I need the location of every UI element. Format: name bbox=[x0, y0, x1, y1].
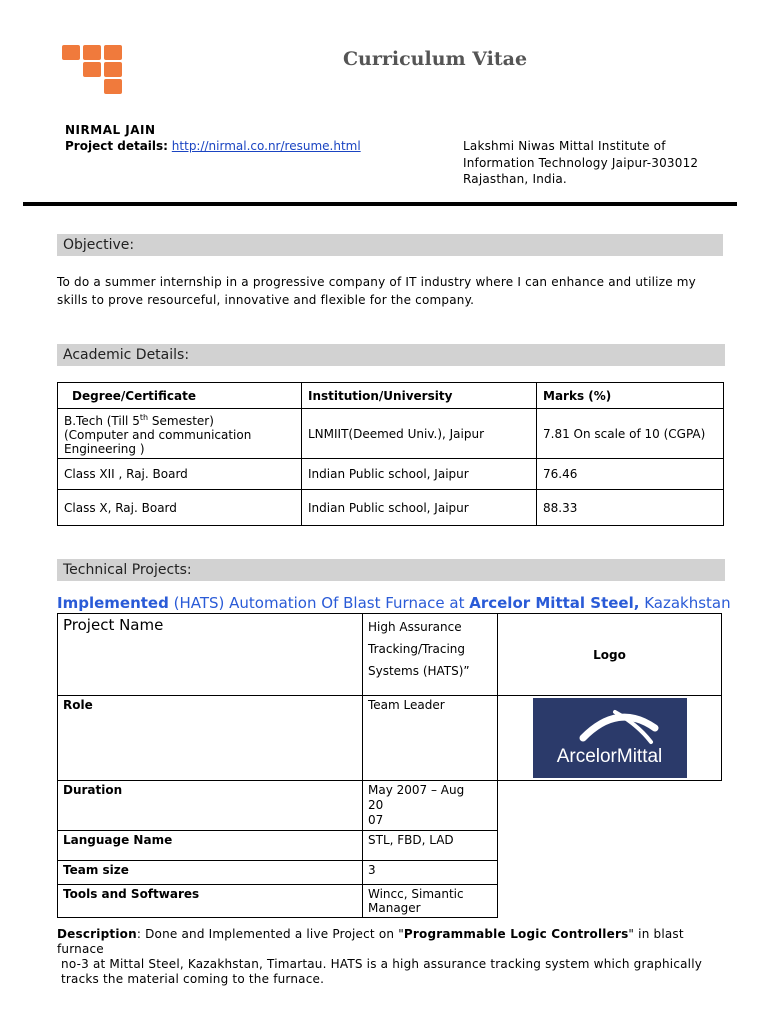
project-headline bbox=[57, 594, 731, 612]
table-cell: 88.33 bbox=[537, 490, 724, 526]
description-bold: Programmable Logic Controllers bbox=[403, 927, 629, 941]
objective-heading: Objective: bbox=[57, 234, 723, 256]
logo-label: Logo bbox=[498, 614, 722, 696]
degree-superscript: th bbox=[139, 413, 149, 422]
headline-text: Kazakhstan bbox=[639, 594, 731, 612]
institute-line: Rajasthan, India. bbox=[463, 172, 567, 186]
institute-address bbox=[463, 138, 698, 188]
tools-label: Tools and Softwares bbox=[58, 885, 363, 918]
table-row bbox=[58, 614, 722, 696]
headline-bold: Implemented bbox=[57, 594, 169, 612]
description-text: " in blast furnace bbox=[57, 927, 684, 956]
table-row bbox=[58, 696, 722, 781]
project-details-label: Project details: bbox=[65, 139, 168, 153]
table-row bbox=[58, 831, 722, 861]
project-name-label: Project Name bbox=[58, 614, 363, 696]
description-label: Description bbox=[57, 927, 137, 941]
empty-cell bbox=[498, 781, 722, 831]
description-line: no-3 at Mittal Steel, Kazakhstan, Timartau. HATS is a high assurance tracking system which graphically bbox=[57, 957, 703, 971]
degree-text: (Computer and communication Engineering ) bbox=[64, 428, 252, 456]
header-divider bbox=[23, 202, 737, 206]
project-table bbox=[57, 613, 722, 918]
duration-line: 20 bbox=[368, 798, 384, 812]
table-row bbox=[58, 861, 722, 885]
description-line: tracks the material coming to the furnace. bbox=[57, 972, 325, 986]
logo-cell bbox=[498, 696, 722, 781]
project-name-value: High Assurance Tracking/Tracing Systems (HATS)” bbox=[363, 614, 498, 696]
objective-text: To do a summer internship in a progressive company of IT industry where I can enhance and utilize my skills to prove resourceful, innovative and flexible for the company. bbox=[57, 275, 696, 307]
table-cell: LNMIIT(Deemed Univ.), Jaipur bbox=[302, 409, 537, 459]
project-description bbox=[57, 927, 725, 987]
column-header: Degree/Certificate bbox=[58, 383, 302, 409]
duration-value bbox=[363, 781, 498, 831]
role-value: Team Leader bbox=[363, 696, 498, 781]
tools-value: Wincc, Simantic Manager bbox=[363, 885, 498, 918]
table-cell bbox=[58, 409, 302, 459]
academic-table bbox=[57, 382, 724, 526]
duration-line: May 2007 – Aug bbox=[368, 783, 465, 797]
table-cell: 7.81 On scale of 10 (CGPA) bbox=[537, 409, 724, 459]
table-cell: Class X, Raj. Board bbox=[58, 490, 302, 526]
team-size-label: Team size bbox=[58, 861, 363, 885]
language-value: STL, FBD, LAD bbox=[363, 831, 498, 861]
logo-text: ArcelorMittal bbox=[556, 746, 663, 767]
degree-text: B.Tech (Till 5 bbox=[64, 414, 140, 428]
role-label: Role bbox=[58, 696, 363, 781]
table-row bbox=[58, 459, 724, 490]
duration-line: 07 bbox=[368, 813, 384, 827]
table-cell: Indian Public school, Jaipur bbox=[302, 459, 537, 490]
degree-text: Semester) bbox=[148, 414, 214, 428]
empty-cell bbox=[498, 885, 722, 918]
table-row bbox=[58, 781, 722, 831]
arcelormittal-logo bbox=[533, 698, 687, 778]
empty-cell bbox=[498, 831, 722, 861]
page-title: Curriculum Vitae bbox=[342, 48, 528, 70]
table-header-row bbox=[58, 383, 724, 409]
table-row bbox=[58, 409, 724, 459]
table-cell: Class XII , Raj. Board bbox=[58, 459, 302, 490]
description-text: : Done and Implemented a live Project on " bbox=[136, 927, 404, 941]
institute-line: Information Technology Jaipur-303012 bbox=[463, 155, 699, 170]
headline-bold: Arcelor Mittal Steel, bbox=[469, 594, 640, 612]
table-row bbox=[58, 490, 724, 526]
column-header: Institution/University bbox=[302, 383, 537, 409]
duration-label: Duration bbox=[58, 781, 363, 831]
table-row bbox=[58, 885, 722, 918]
academic-heading: Academic Details: bbox=[57, 344, 725, 366]
table-cell: 76.46 bbox=[537, 459, 724, 490]
candidate-name: NIRMAL JAIN bbox=[65, 123, 156, 137]
language-label: Language Name bbox=[58, 831, 363, 861]
institute-line: Lakshmi Niwas Mittal Institute of bbox=[463, 139, 666, 153]
column-header: Marks (%) bbox=[537, 383, 724, 409]
headline-text: (HATS) Automation Of Blast Furnace at bbox=[168, 594, 470, 612]
project-details bbox=[65, 139, 361, 153]
technical-heading: Technical Projects: bbox=[57, 559, 725, 581]
empty-cell bbox=[498, 861, 722, 885]
team-size-value: 3 bbox=[363, 861, 498, 885]
table-cell: Indian Public school, Jaipur bbox=[302, 490, 537, 526]
project-details-link[interactable]: http://nirmal.co.nr/resume.html bbox=[171, 139, 361, 153]
